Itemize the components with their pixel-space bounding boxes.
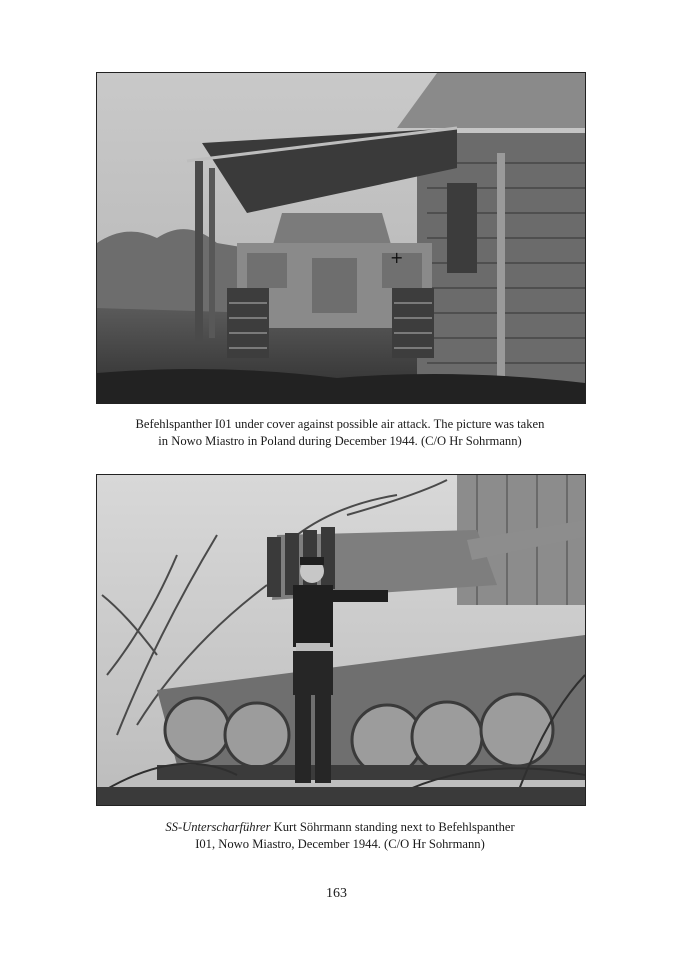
- photo-2-caption-line-1-rest: Kurt Söhrmann standing next to Befehlspanther: [270, 820, 515, 834]
- tank-under-shelter-image: [97, 73, 585, 403]
- photo-soldier-next-to-tank: [96, 474, 586, 806]
- svg-text:+: +: [390, 248, 404, 267]
- page-number: 163: [326, 886, 347, 901]
- photo-2-caption-rank: SS-Unterscharführer: [165, 820, 271, 834]
- photo-1-caption: [100, 416, 580, 450]
- soldier-and-tank-image: [97, 475, 585, 805]
- photo-tank-under-shelter: [96, 72, 586, 404]
- photo-2-caption-line-1: [100, 819, 580, 836]
- photo-1-caption-line-2: in Nowo Miastro in Poland during December 1944. (C/O Hr Sohrmann): [158, 434, 522, 448]
- photo-2-caption-line-2: I01, Nowo Miastro, December 1944. (C/O Hr Sohrmann): [195, 837, 485, 851]
- photo-2-caption: [100, 819, 580, 853]
- photo-1-caption-line-1: Befehlspanther I01 under cover against possible air attack. The picture was taken: [135, 417, 545, 431]
